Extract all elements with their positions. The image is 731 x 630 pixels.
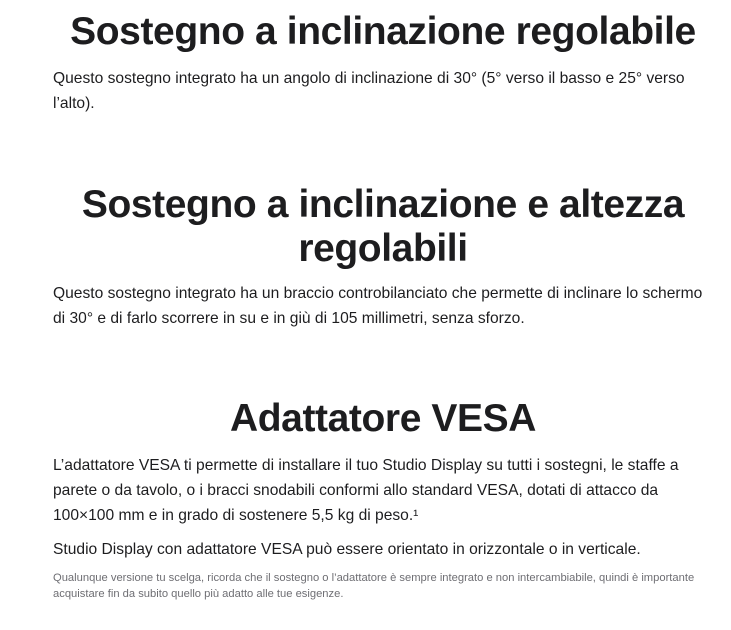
section-vesa-adapter bbox=[53, 397, 713, 602]
section-heading: Adattatore VESA bbox=[229, 397, 537, 440]
section-description-orientation: Studio Display con adattatore VESA può essere orientato in orizzontale o in verticale. bbox=[53, 541, 641, 558]
section-description: Questo sostegno integrato ha un braccio controbilanciato che permette di inclinare lo schermo di 30° e di farlo scorrere in su e in giù di 105 millimetri, senza sforzo. bbox=[53, 285, 703, 327]
section-tilt-stand bbox=[53, 10, 713, 116]
section-tilt-height-stand bbox=[53, 183, 713, 331]
section-heading: Sostegno a inclinazione regolabile bbox=[70, 10, 696, 53]
section-description: L’adattatore VESA ti permette di installare il tuo Studio Display su tutti i sostegni, le staffe a parete o da tavolo, o i bracci snodabili conformi allo standard VESA, dotati di attacco da 100×100 mm e in grado di sostenere 5,5 kg di peso.¹ bbox=[53, 457, 679, 524]
section-heading: Sostegno a inclinazione e altezza regolabili bbox=[81, 183, 685, 270]
footnote: Qualunque versione tu scelga, ricorda che il sostegno o l’adattatore è sempre integrato e non intercambiabile, quindi è importante acquistare fin da subito quello più adatto alle tue esigenze. bbox=[53, 572, 695, 600]
section-description: Questo sostegno integrato ha un angolo di inclinazione di 30° (5° verso il basso e 25° verso l’alto). bbox=[53, 70, 685, 112]
